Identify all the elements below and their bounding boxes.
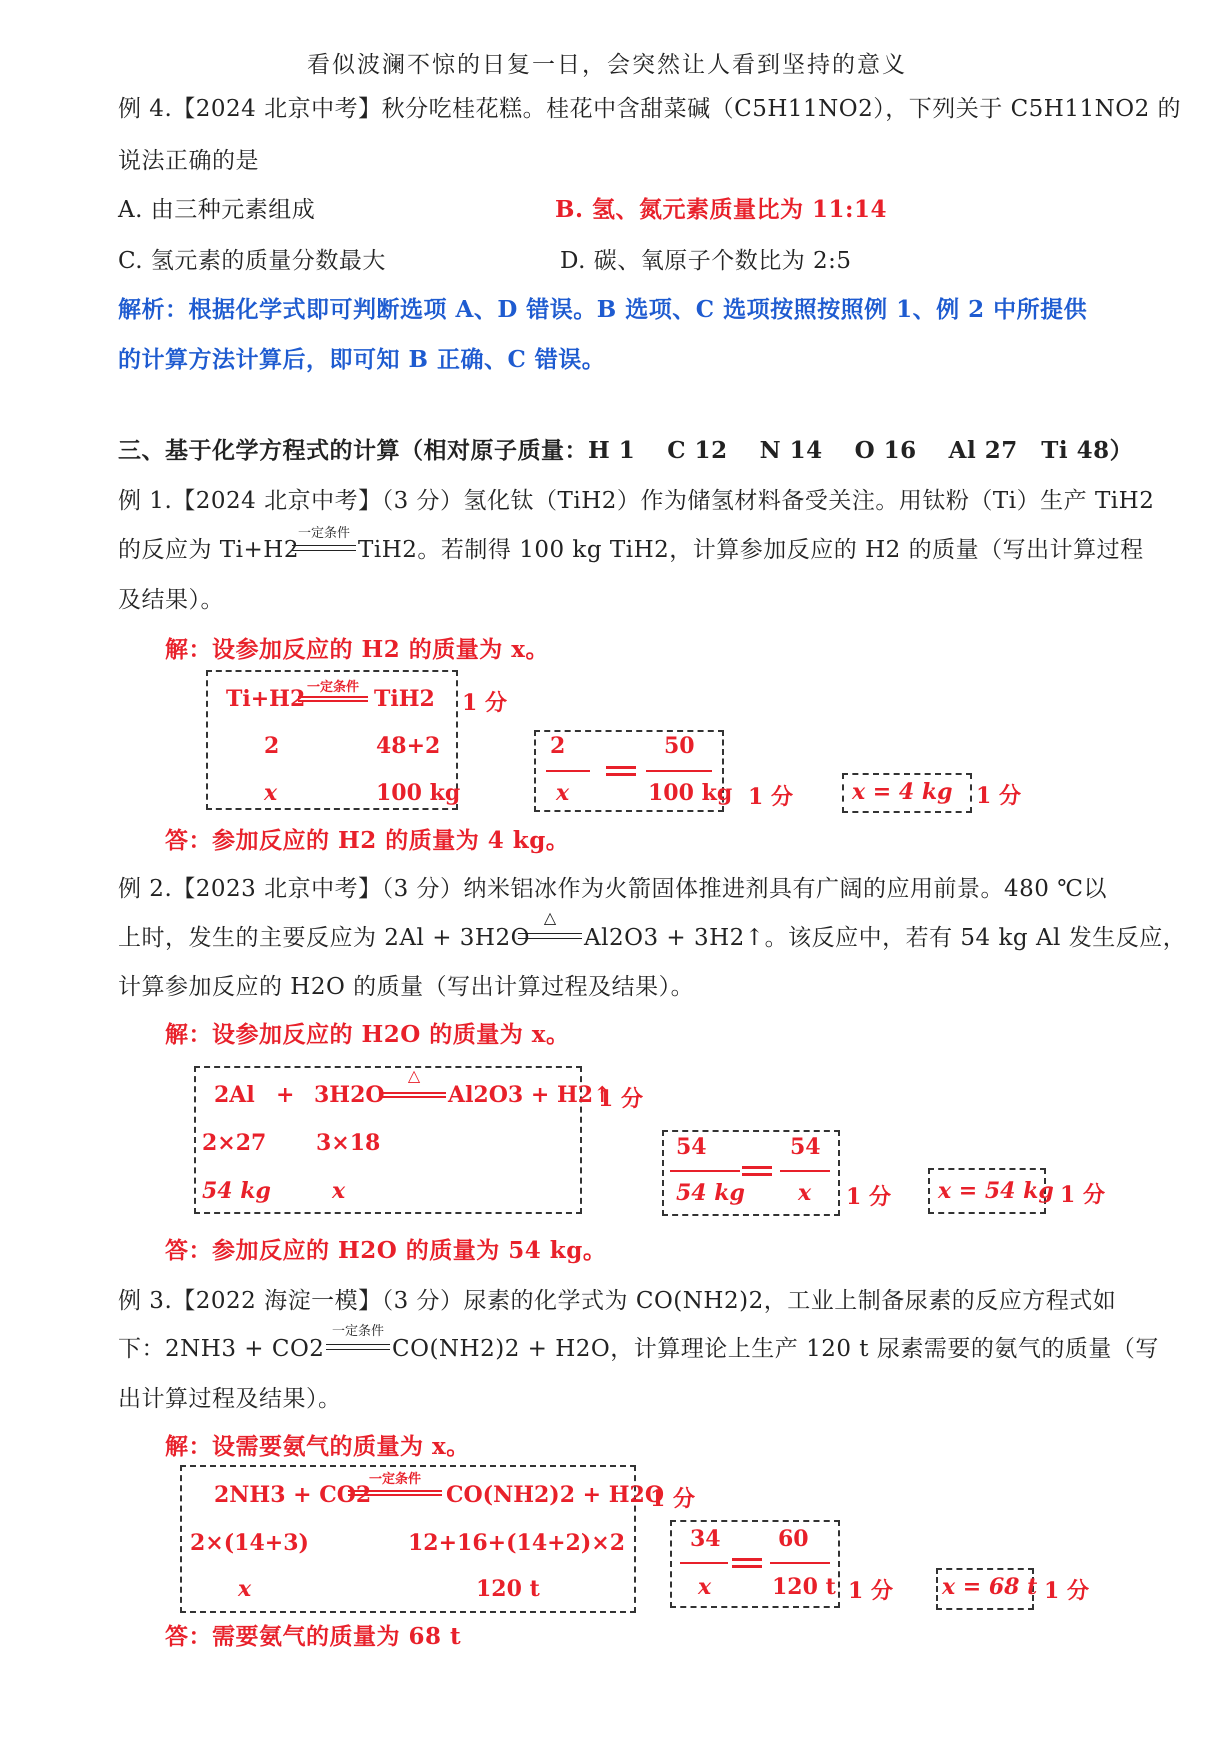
e3-mass2: 12+16+(14+2)×2: [408, 1530, 626, 1556]
e1-eq-right: TiH2: [374, 686, 435, 712]
ex4-option-d: D. 碳、氧原子个数比为 2:5: [560, 248, 852, 274]
e3-frac1-num: 34: [690, 1526, 721, 1552]
e3-score3: 1 分: [1044, 1578, 1089, 1604]
e3-stem-condition: 一定条件: [331, 1324, 384, 1339]
e3-answer: 答：需要氨气的质量为 68 t: [165, 1623, 462, 1650]
e2-frac1-bar: [670, 1170, 740, 1172]
e2-line3: 计算参加反应的 H2O 的质量（写出计算过程及结果）。: [118, 974, 695, 1000]
e2-frac1-den: 54 kg: [676, 1180, 745, 1206]
e3-var1: x: [238, 1576, 252, 1602]
ex4-analysis-line2: 的计算方法计算后，即可知 B 正确、C 错误。: [118, 346, 606, 373]
e1-score3: 1 分: [976, 783, 1021, 809]
e1-eq-condition: 一定条件: [306, 680, 359, 695]
e1-mass2: 48+2: [376, 733, 441, 759]
e3-line2a: 下：2NH3 + CO2: [118, 1336, 325, 1362]
e1-answer: 答：参加反应的 H2 的质量为 4 kg。: [165, 827, 570, 854]
e3-line2b: CO(NH2)2 + H2O，计算理论上生产 120 t 尿素需要的氨气的质量（写: [392, 1336, 1159, 1362]
e2-score3: 1 分: [1060, 1182, 1105, 1208]
e2-frac-equals: [742, 1166, 772, 1176]
e2-var2: x: [332, 1178, 346, 1204]
e3-result: x = 68 t: [942, 1574, 1038, 1600]
e1-frac2-num: 50: [664, 733, 695, 759]
e2-mass2: 3×18: [316, 1130, 381, 1156]
e2-answer: 答：参加反应的 H2O 的质量为 54 kg。: [165, 1237, 607, 1264]
e1-frac-equals: [606, 766, 636, 776]
e2-mass1: 2×27: [202, 1130, 267, 1156]
e2-frac2-num: 54: [790, 1134, 821, 1160]
e1-frac1-bar: [546, 770, 590, 772]
e3-var2: 120 t: [476, 1576, 540, 1602]
e2-var1: 54 kg: [202, 1178, 271, 1204]
e1-line2b: TiH2。若制得 100 kg TiH2，计算参加反应的 H2 的质量（写出计算过程: [358, 537, 1144, 563]
e3-score1: 1 分: [650, 1486, 695, 1512]
e1-score2: 1 分: [748, 784, 793, 810]
e1-result: x = 4 kg: [852, 779, 953, 805]
e3-eq-right: CO(NH2)2 + H2O: [446, 1482, 665, 1508]
e1-frac1-num: 2: [550, 733, 566, 759]
e3-eq-left: 2NH3 + CO2: [214, 1482, 372, 1508]
e3-frac1-den: x: [698, 1574, 712, 1600]
section3-title: 三、基于化学方程式的计算（相对原子质量：H 1 C 12 N 14 O 16 Al 27 Ti 48）: [118, 437, 1134, 464]
e3-solution: 解：设需要氨气的质量为 x。: [165, 1433, 470, 1460]
e2-score1: 1 分: [598, 1086, 643, 1112]
ex4-line1: 例 4.【2024 北京中考】秋分吃桂花糕。桂花中含甜菜碱（C5H11NO2），下列关于 C5H11NO2 的: [118, 96, 1182, 122]
page-header: 看似波澜不惊的日复一日，会突然让人看到坚持的意义: [307, 52, 907, 78]
e1-line2a: 的反应为 Ti+H2: [118, 537, 299, 563]
e1-stem-equals: [292, 545, 356, 551]
e3-frac2-bar: [770, 1562, 830, 1564]
e1-mass1: 2: [264, 733, 280, 759]
e1-eq-equals: [298, 696, 368, 702]
e3-line1: 例 3.【2022 海淀一模】（3 分）尿素的化学式为 CO(NH2)2，工业上制备尿素的反应方程式如: [118, 1288, 1117, 1314]
ex4-option-a: A. 由三种元素组成: [118, 197, 316, 223]
e3-stem-equals: [326, 1344, 390, 1350]
e2-frac2-bar: [780, 1170, 830, 1172]
e3-eq-condition: 一定条件: [368, 1472, 421, 1487]
e3-score2: 1 分: [848, 1578, 893, 1604]
e3-frac2-den: 120 t: [772, 1574, 836, 1600]
e2-frac2-den: x: [798, 1180, 812, 1206]
e2-eq-equals: [382, 1092, 446, 1098]
e2-line1: 例 2.【2023 北京中考】（3 分）纳米铝冰作为火箭固体推进剂具有广阔的应用前景。480 ℃以: [118, 876, 1107, 902]
e2-stem-condition: △: [543, 908, 557, 927]
e1-frac2-den: 100 kg: [648, 780, 733, 806]
e1-var1: x: [264, 780, 278, 806]
e3-frac1-bar: [680, 1562, 728, 1564]
e1-frac1-den: x: [556, 780, 570, 806]
e2-line2a: 上时，发生的主要反应为 2Al + 3H2O: [118, 925, 530, 951]
e3-eq-equals: [348, 1490, 442, 1496]
e3-frac-equals: [732, 1558, 762, 1568]
e2-eq-plus: +: [276, 1082, 295, 1108]
e2-line2b: Al2O3 + 3H2↑。该反应中，若有 54 kg Al 发生反应，: [584, 925, 1187, 951]
e1-frac2-bar: [646, 770, 712, 772]
e1-stem-condition: 一定条件: [297, 526, 350, 541]
e2-eq-b: 3H2O: [314, 1082, 385, 1108]
e3-line3: 出计算过程及结果）。: [118, 1386, 342, 1412]
e2-stem-equals: [518, 933, 582, 939]
e2-eq-a: 2Al: [214, 1082, 255, 1108]
e1-eq-left: Ti+H2: [226, 686, 306, 712]
e1-var2: 100 kg: [376, 780, 461, 806]
e2-score2: 1 分: [846, 1184, 891, 1210]
e1-score1: 1 分: [462, 690, 507, 716]
e3-frac2-num: 60: [778, 1526, 809, 1552]
e2-eq-condition: △: [407, 1066, 421, 1085]
ex4-line2: 说法正确的是: [118, 148, 259, 174]
e2-eq-right: Al2O3 + H2↑: [448, 1082, 612, 1108]
e2-frac1-num: 54: [676, 1134, 707, 1160]
e2-solution: 解：设参加反应的 H2O 的质量为 x。: [165, 1021, 570, 1048]
e1-line1: 例 1.【2024 北京中考】（3 分）氢化钛（TiH2）作为储氢材料备受关注。用钛粉（Ti）生产 TiH2: [118, 488, 1155, 514]
ex4-option-c: C. 氢元素的质量分数最大: [118, 248, 386, 274]
e3-mass1: 2×(14+3): [190, 1530, 309, 1556]
ex4-option-b: B. 氢、氮元素质量比为 11:14: [555, 196, 887, 223]
e1-solution: 解：设参加反应的 H2 的质量为 x。: [165, 636, 549, 663]
e2-result: x = 54 kg: [938, 1178, 1054, 1204]
ex4-analysis-line1: 解析：根据化学式即可判断选项 A、D 错误。B 选项、C 选项按照按照例 1、例 2 中所提供: [118, 296, 1088, 323]
e1-line3: 及结果）。: [118, 587, 224, 613]
